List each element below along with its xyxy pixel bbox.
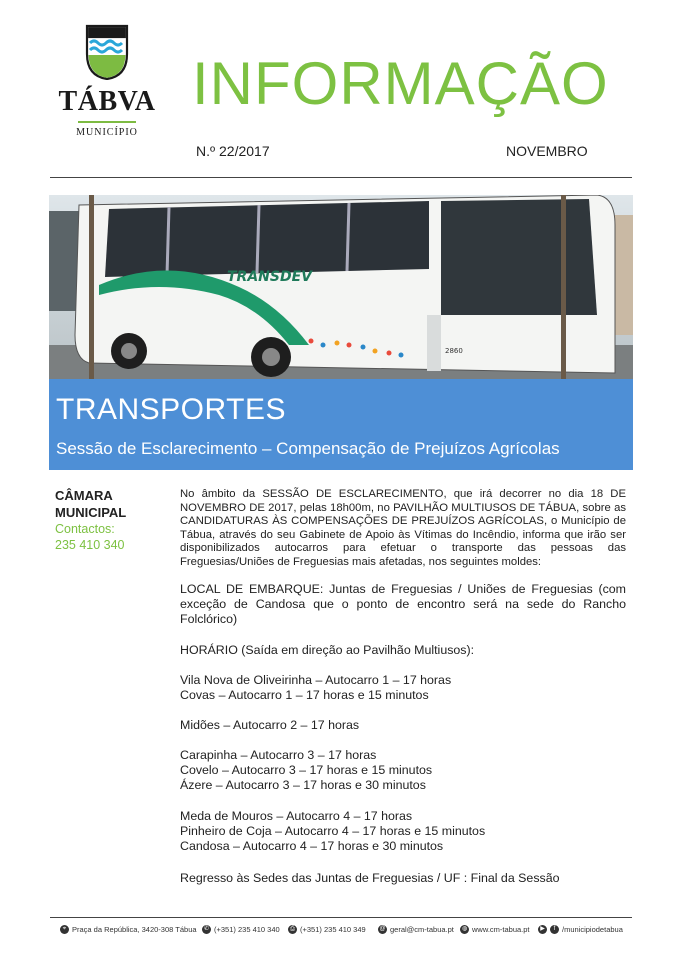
intro-highlight-2: CANDIDATURAS ÀS COMPENSAÇÕES DE PREJUÍZOS AGRÍCOLAS: [180, 515, 544, 528]
boarding-text: : Juntas de Freguesias / Uniões de Freguesias (com exceção de Candosa que o ponto de encontro será na sede do Rancho Folclórico): [180, 582, 627, 627]
intro-paragraph: [180, 488, 626, 570]
intro-highlight-1: SESSÃO DE ESCLARECIMENTO: [262, 488, 444, 500]
return-note: Regresso às Sedes das Juntas de Freguesias / UF : Final da Sessão: [180, 871, 560, 885]
footer: [60, 925, 635, 939]
logo-name: TÁBVA: [58, 86, 156, 117]
bus-photo: [49, 195, 633, 379]
contacts-label: Contactos:: [55, 522, 115, 536]
issue-month: NOVEMBRO: [506, 143, 588, 159]
schedule-line: Ázere – Autocarro 3 – 17 horas e 30 minutos: [180, 778, 426, 793]
fax-icon: ⎙: [288, 925, 297, 934]
banner-title: TRANSPORTES: [56, 393, 286, 426]
banner-subtitle: Sessão de Esclarecimento – Compensação de Prejuízos Agrícolas: [56, 439, 560, 458]
boarding-label: LOCAL DE EMBARQUE: [180, 582, 320, 596]
sidebar-contact: [55, 487, 165, 553]
schedule-line: Meda de Mouros – Autocarro 4 – 17 horas: [180, 809, 413, 823]
bus-number-label: 2860: [445, 347, 463, 355]
sidebar-line2: MUNICIPAL: [55, 505, 127, 520]
schedule-group-3: [180, 748, 626, 794]
header-divider: [50, 177, 632, 178]
footer-address: [60, 925, 197, 934]
schedule-line: Vila Nova de Oliveirinha – Autocarro 1 – 17 horas: [180, 673, 452, 687]
schedule-line: Midões – Autocarro 2 – 17 horas: [180, 718, 360, 732]
phone-text: (+351) 235 410 340: [214, 925, 280, 934]
schedule-group-4: [180, 809, 626, 855]
location-pin-icon: ⌖: [60, 925, 69, 934]
intro-text-1: No âmbito da: [180, 488, 263, 500]
sidebar-line1: CÂMARA: [55, 488, 113, 503]
footer-divider: [50, 917, 632, 918]
footer-fax: [288, 925, 366, 934]
schedule-line: Covelo – Autocarro 3 – 17 horas e 15 minutos: [180, 763, 433, 778]
schedule-heading: [180, 643, 626, 658]
schedule-group-2: [180, 718, 626, 733]
bus-brand-label: TRANSDEV: [227, 269, 312, 285]
issue-number: N.º 22/2017: [196, 143, 270, 159]
email-icon: @: [379, 926, 386, 932]
footer-email[interactable]: [378, 925, 454, 934]
schedule-group-1: [180, 673, 626, 703]
contacts-phone: 235 410 340: [55, 538, 125, 552]
globe-icon: ◍: [461, 926, 468, 932]
municipality-logo: [52, 24, 162, 144]
schedule-line: Pinheiro de Coja – Autocarro 4 – 17 horas e 15 minutos: [180, 824, 486, 839]
shield-icon: [85, 24, 129, 80]
phone-icon: ✆: [203, 926, 210, 932]
intro-text-3: , o Município de Tábua, através do seu Gabinete de Apoio às Vítimas do Incêndio, informa que irão ser disponibilizados autocarros para efetuar o transporte das pessoas das Freguesias/Uniões de Freguesias mais afetadas, nos seguintes moldes:: [180, 515, 626, 568]
page-title: INFORMAÇÃO: [192, 50, 609, 117]
address-text: Praça da República, 3420-308 Tábua: [72, 925, 197, 934]
social-text[interactable]: /municipiodetabua: [562, 925, 623, 934]
email-text[interactable]: geral@cm-tabua.pt: [390, 925, 454, 934]
schedule-line: Covas – Autocarro 1 – 17 horas e 15 minutos: [180, 688, 429, 703]
footer-website[interactable]: [460, 925, 530, 934]
website-text[interactable]: www.cm-tabua.pt: [472, 925, 530, 934]
logo-divider: [78, 121, 136, 123]
youtube-icon: ▶: [538, 925, 547, 934]
facebook-icon: f: [550, 925, 559, 934]
schedule-line: Carapinha – Autocarro 3 – 17 horas: [180, 748, 377, 762]
fax-text: (+351) 235 410 349: [300, 925, 366, 934]
footer-social[interactable]: [538, 925, 623, 934]
schedule-label: HORÁRIO: [180, 643, 238, 657]
logo-subtitle: MUNICÍPIO: [76, 127, 138, 138]
footer-phone: [202, 925, 280, 934]
schedule-line: Candosa – Autocarro 4 – 17 horas e 30 minutos: [180, 839, 444, 854]
boarding-paragraph: [180, 582, 626, 628]
schedule-note: (Saída em direção ao Pavilhão Multiusos):: [237, 643, 475, 657]
intro-text-2: , que irá decorrer no dia 18 DE NOVEMBRO DE 2017, pelas 18h00m, no PAVILHÃO MULTIUSOS DE TÁBUA, sobre as: [180, 488, 626, 514]
section-banner: [49, 379, 633, 470]
